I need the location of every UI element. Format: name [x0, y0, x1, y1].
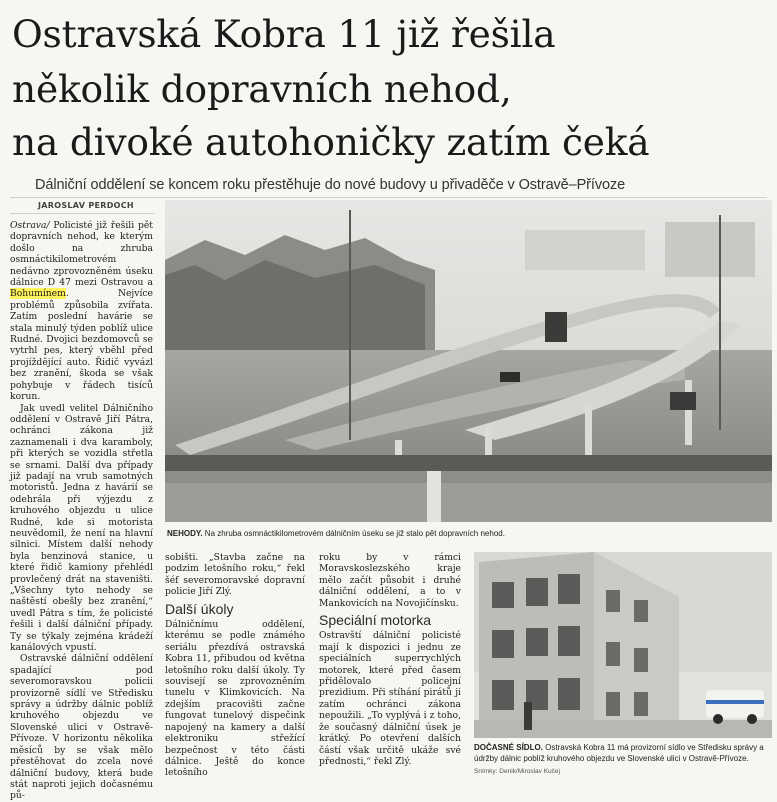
paragraph: Ostravské dálniční oddělení spadající pod severomoravskou policii provizorně sídlí ve Středisku správy a údržby dálnic poblíž kruhového objezdu ve Slovenské ulici v Ostravě-Přívoze. V horizontu několika měsíců by se však mělo přestěhovat do zcela nové dálniční budovy, která bude stát naproti jejich dočasnému pů-	[10, 653, 153, 802]
paragraph: sobišti. „Stavba začne na podzim letošního roku,“ řekl šéf severomoravské dopravní policie Jiří Zlý.	[165, 552, 305, 598]
article-column-2	[165, 552, 305, 786]
paragraph: Ostravští dálniční policisté mají k dispozici i jednu ze speciálních superrychlých motorek, které před časem přidělovalo policejní prezidium. Při stíhání pirátů ji zatím ochránci zákona nepoužili. „To vyplývá i z toho, že současný dálniční úsek je krátký. Po otevření dalších částí však určitě ukáže své přednosti,“ řekl Zlý.	[319, 630, 461, 767]
article-column-1	[10, 220, 153, 802]
divider	[10, 197, 767, 198]
headline-line-1: Ostravská Kobra 11 již řešila	[12, 12, 556, 56]
highway-photo-illustration	[165, 200, 772, 522]
paragraph: roku by v rámci Moravskoslezského kraje mělo začít působit i druhé dálniční oddělení, a to v Mankovicích na Novojičínsku.	[319, 552, 461, 609]
byline-divider	[10, 213, 155, 214]
highlighted-word: Bohumínem	[10, 288, 66, 300]
headline-line-2: několik dopravních nehod,	[12, 67, 512, 111]
photo-credit: Snímky: Denik/Miroslav Kučej	[474, 768, 560, 775]
caption-label: DOČASNÉ SÍDLO.	[474, 743, 543, 752]
text-run: Policisté již řešili pět dopravních nehod, ke kterým došlo na zhruba osmnáctikilometrovém nedávno zprovozněném úseku dálnice D 47 mezi Ostravou a	[10, 220, 153, 289]
building-photo-illustration	[474, 552, 772, 738]
caption-text: Na zhruba osmnáctikilometrovém dálničním úseku se již stalo pět dopravních nehod.	[202, 529, 505, 538]
subheadline: Dálniční oddělení se koncem roku přestěhuje do nové budovy u přivaděče v Ostravě–Přívoze	[35, 177, 626, 193]
section-heading: Další úkoly	[165, 600, 234, 617]
byline: JAROSLAV PERDOCH	[38, 201, 134, 210]
headline-line-3: na divoké autohoničky zatím čeká	[12, 120, 650, 164]
article-column-3	[319, 552, 461, 786]
building-photo	[474, 552, 772, 738]
caption-label: NEHODY.	[167, 529, 203, 538]
caption-text: Ostravská Kobra 11 má provizorní sídlo ve Středisku správy a údržby dálnic poblíž kruhového objezdu ve Slovenské ulici v Ostravě-Přívoze.	[474, 743, 764, 763]
paragraph: Jak uvedl velitel Dálničního oddělení v Ostravě Jiří Pátra, ochránci zákona již zaznamenali i dva karamboly, při kterých se vozidla střetla se srnami. Další dva případy již padají na vrub samotných motoristů. Jedna z havárií se odehrála při výjezdu z kruhového objezdu u ulice Rudné, kde si motorista neuvědomil, že není na hlavní silnici. Místem další nehody byla benzinová stanice, u které řidič kamiony přehlédl provlečený drát na staveništi. „Všechny tyto nehody se naštěstí obešly bez zranění,“ uvedl Pátra s tím, že policisté řešili i další dálniční případy. Ty se týkaly zejména krádeží kanálových vpustí.	[10, 402, 153, 654]
paragraph: Dálničnímu oddělení, kterému se podle známého seriálu přezdívá ostravská Kobra 11, přibudou od května letošního roku další úkoly. Ty souvisejí se zprovozněním tunelu v Klimkovicích. Na zdejším pracovišti začne fungovat tunelový dispečink napojený na kamery a další elektroniku střežící bezpečnost v této části dálnice. Ještě do konce letošního	[165, 619, 305, 779]
highway-photo	[165, 200, 772, 522]
photo-caption-1	[167, 528, 772, 542]
text-run: . Nejvíce problémů způsobila zvířata. Zatím poslední havárie se stala minulý týden poblíž ulice Rudné. Dvojici bezdomovců se vytrhl pes, který vběhl před projíždějící auto. Řidič vyvázl bez zranění, škoda se však pohybuje v řádech tisíců korun.	[10, 288, 153, 403]
section-heading: Speciální motorka	[319, 612, 432, 629]
photo-caption-2	[474, 742, 772, 786]
dateline: Ostrava/	[10, 220, 50, 231]
paragraph	[10, 220, 153, 403]
